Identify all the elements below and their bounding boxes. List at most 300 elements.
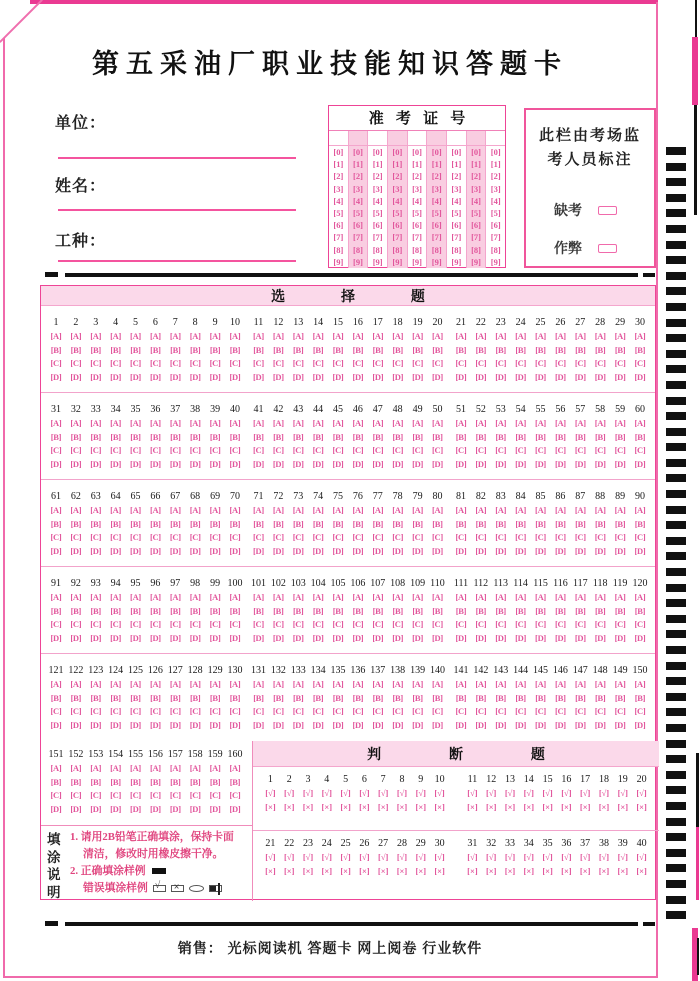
ticket-digit-bubble[interactable]: [8] xyxy=(392,244,403,255)
answer-bubble[interactable]: [C] xyxy=(50,790,62,800)
answer-bubble[interactable]: [C] xyxy=(574,706,586,716)
answer-bubble[interactable]: [A] xyxy=(130,592,141,602)
answer-bubble[interactable]: [B] xyxy=(170,692,181,703)
answer-bubble[interactable]: [A] xyxy=(130,679,141,689)
answer-bubble[interactable]: [C] xyxy=(130,532,141,542)
ticket-digit-bubble[interactable]: [0] xyxy=(372,147,383,157)
answer-bubble[interactable]: [C] xyxy=(495,445,507,455)
answer-bubble[interactable]: [D] xyxy=(412,371,424,382)
answer-bubble[interactable]: [√] xyxy=(415,788,426,798)
answer-bubble[interactable]: [D] xyxy=(574,545,586,556)
answer-bubble[interactable]: [A] xyxy=(149,505,161,515)
answer-bubble[interactable]: [C] xyxy=(455,706,467,716)
answer-bubble[interactable]: [B] xyxy=(634,605,646,616)
answer-bubble[interactable]: [A] xyxy=(634,592,646,602)
answer-bubble[interactable]: [×] xyxy=(561,866,572,876)
ticket-digit-bubble[interactable]: [4] xyxy=(412,195,422,206)
answer-bubble[interactable]: [√] xyxy=(378,852,389,862)
answer-bubble[interactable]: [B] xyxy=(229,431,241,442)
answer-bubble[interactable]: [D] xyxy=(229,371,241,382)
answer-bubble[interactable]: [C] xyxy=(272,619,284,629)
answer-bubble[interactable]: [A] xyxy=(372,331,384,341)
answer-bubble[interactable]: [D] xyxy=(554,632,566,643)
answer-bubble[interactable]: [D] xyxy=(110,803,122,814)
answer-bubble[interactable]: [D] xyxy=(70,458,82,469)
ticket-digit-bubble[interactable]: [9] xyxy=(490,256,501,267)
answer-bubble[interactable]: [A] xyxy=(292,679,304,689)
answer-bubble[interactable]: [C] xyxy=(209,619,221,629)
answer-bubble[interactable]: [A] xyxy=(110,331,122,341)
ticket-digit-bubble[interactable]: [4] xyxy=(333,195,344,206)
ticket-digit-bubble[interactable]: [7] xyxy=(412,232,422,243)
answer-bubble[interactable]: [D] xyxy=(292,371,304,382)
answer-bubble[interactable]: [B] xyxy=(189,605,201,616)
answer-bubble[interactable]: [D] xyxy=(130,803,141,814)
answer-bubble[interactable]: [D] xyxy=(574,632,586,643)
answer-bubble[interactable]: [C] xyxy=(372,619,384,629)
answer-bubble[interactable]: [A] xyxy=(90,763,102,773)
answer-bubble[interactable]: [B] xyxy=(209,605,221,616)
answer-bubble[interactable]: [×] xyxy=(415,802,427,812)
answer-bubble[interactable]: [A] xyxy=(209,592,221,602)
answer-bubble[interactable]: [B] xyxy=(312,605,324,616)
answer-bubble[interactable]: [A] xyxy=(209,505,221,515)
answer-bubble[interactable]: [√] xyxy=(467,788,478,798)
answer-bubble[interactable]: [×] xyxy=(579,866,591,876)
answer-bubble[interactable]: [C] xyxy=(90,706,102,716)
answer-bubble[interactable]: [D] xyxy=(535,458,546,469)
answer-bubble[interactable]: [D] xyxy=(372,545,384,556)
answer-bubble[interactable]: [B] xyxy=(229,605,241,616)
answer-bubble[interactable]: [B] xyxy=(555,431,566,442)
ticket-digit-bubble[interactable]: [1] xyxy=(451,159,462,170)
answer-bubble[interactable]: [A] xyxy=(90,505,102,515)
answer-bubble[interactable]: [A] xyxy=(432,331,443,341)
answer-bubble[interactable]: [×] xyxy=(396,802,408,812)
answer-bubble[interactable]: [×] xyxy=(340,866,351,876)
answer-bubble[interactable]: [B] xyxy=(209,344,221,355)
answer-bubble[interactable]: [D] xyxy=(352,458,364,469)
answer-bubble[interactable]: [√] xyxy=(504,788,516,798)
answer-bubble[interactable]: [A] xyxy=(332,331,344,341)
answer-bubble[interactable]: [C] xyxy=(574,532,586,542)
answer-bubble[interactable]: [A] xyxy=(515,505,527,515)
answer-bubble[interactable]: [C] xyxy=(252,358,264,368)
answer-bubble[interactable]: [B] xyxy=(189,431,201,442)
answer-bubble[interactable]: [A] xyxy=(614,331,626,341)
answer-bubble[interactable]: [A] xyxy=(312,592,324,602)
answer-bubble[interactable]: [B] xyxy=(110,344,121,355)
answer-bubble[interactable]: [D] xyxy=(272,719,284,730)
answer-bubble[interactable]: [C] xyxy=(209,358,221,368)
answer-bubble[interactable]: [×] xyxy=(561,802,572,812)
answer-bubble[interactable]: [C] xyxy=(412,358,424,368)
answer-bubble[interactable]: [B] xyxy=(110,692,121,703)
ticket-digit-bubble[interactable]: [0] xyxy=(490,147,501,157)
ticket-digit-bubble[interactable]: [3] xyxy=(471,183,481,194)
answer-bubble[interactable]: [D] xyxy=(554,458,566,469)
answer-bubble[interactable]: [A] xyxy=(149,331,161,341)
answer-bubble[interactable]: [C] xyxy=(352,445,364,455)
answer-bubble[interactable]: [√] xyxy=(542,852,553,862)
answer-bubble[interactable]: [B] xyxy=(130,344,141,355)
answer-bubble[interactable]: [C] xyxy=(515,619,527,629)
answer-bubble[interactable]: [B] xyxy=(50,605,62,616)
answer-bubble[interactable]: [D] xyxy=(130,371,141,382)
answer-bubble[interactable]: [A] xyxy=(312,505,324,515)
answer-bubble[interactable]: [C] xyxy=(634,619,646,629)
ticket-digit-bubble[interactable]: [4] xyxy=(372,195,383,206)
answer-bubble[interactable]: [D] xyxy=(495,458,507,469)
answer-bubble[interactable]: [A] xyxy=(169,679,181,689)
answer-bubble[interactable]: [×] xyxy=(485,802,497,812)
answer-bubble[interactable]: [√] xyxy=(467,852,478,862)
answer-bubble[interactable]: [D] xyxy=(634,632,646,643)
answer-bubble[interactable]: [D] xyxy=(495,545,507,556)
answer-bubble[interactable]: [B] xyxy=(253,692,264,703)
answer-bubble[interactable]: [B] xyxy=(209,431,221,442)
answer-bubble[interactable]: [B] xyxy=(352,431,364,442)
ticket-digit-bubble[interactable]: [4] xyxy=(353,195,363,206)
answer-bubble[interactable]: [C] xyxy=(535,358,546,368)
answer-bubble[interactable]: [D] xyxy=(475,458,487,469)
answer-bubble[interactable]: [A] xyxy=(209,331,221,341)
answer-bubble[interactable]: [D] xyxy=(229,632,241,643)
answer-bubble[interactable]: [A] xyxy=(554,331,566,341)
answer-bubble[interactable]: [D] xyxy=(229,719,241,730)
answer-bubble[interactable]: [D] xyxy=(272,458,284,469)
ticket-write-cell[interactable] xyxy=(447,131,466,146)
answer-bubble[interactable]: [D] xyxy=(535,371,546,382)
answer-bubble[interactable]: [C] xyxy=(110,790,122,800)
answer-bubble[interactable]: [C] xyxy=(574,619,586,629)
answer-bubble[interactable]: [D] xyxy=(455,632,467,643)
answer-bubble[interactable]: [C] xyxy=(229,619,241,629)
answer-bubble[interactable]: [C] xyxy=(229,790,241,800)
answer-bubble[interactable]: [B] xyxy=(90,344,101,355)
answer-bubble[interactable]: [D] xyxy=(574,371,586,382)
answer-bubble[interactable]: [C] xyxy=(475,706,487,716)
ticket-write-cell[interactable] xyxy=(388,131,407,146)
answer-bubble[interactable]: [A] xyxy=(352,418,364,428)
answer-bubble[interactable]: [C] xyxy=(189,445,201,455)
ticket-digit-bubble[interactable]: [9] xyxy=(353,256,363,267)
answer-bubble[interactable]: [C] xyxy=(50,619,62,629)
answer-bubble[interactable]: [B] xyxy=(515,518,526,529)
answer-bubble[interactable]: [A] xyxy=(594,331,606,341)
answer-bubble[interactable]: [C] xyxy=(130,358,141,368)
answer-bubble[interactable]: [A] xyxy=(70,592,82,602)
answer-bubble[interactable]: [B] xyxy=(90,776,101,787)
answer-bubble[interactable]: [C] xyxy=(332,445,344,455)
answer-bubble[interactable]: [A] xyxy=(229,679,241,689)
answer-bubble[interactable]: [C] xyxy=(332,532,344,542)
answer-bubble[interactable]: [√] xyxy=(265,788,276,798)
answer-bubble[interactable]: [B] xyxy=(412,605,423,616)
answer-bubble[interactable]: [B] xyxy=(150,692,161,703)
answer-bubble[interactable]: [B] xyxy=(535,518,546,529)
answer-bubble[interactable]: [A] xyxy=(455,331,467,341)
ticket-write-cell[interactable] xyxy=(427,131,446,146)
answer-bubble[interactable]: [A] xyxy=(455,679,467,689)
answer-bubble[interactable]: [C] xyxy=(432,358,443,368)
ticket-digit-bubble[interactable]: [1] xyxy=(490,159,501,170)
ticket-digit-bubble[interactable]: [0] xyxy=(333,147,344,157)
answer-bubble[interactable]: [B] xyxy=(392,692,403,703)
answer-bubble[interactable]: [D] xyxy=(209,371,221,382)
ticket-digit-bubble[interactable]: [7] xyxy=(471,232,481,243)
answer-bubble[interactable]: [D] xyxy=(412,632,424,643)
answer-bubble[interactable]: [A] xyxy=(574,592,586,602)
answer-bubble[interactable]: [B] xyxy=(614,692,626,703)
answer-bubble[interactable]: [B] xyxy=(273,692,284,703)
answer-bubble[interactable]: [C] xyxy=(229,532,241,542)
ticket-digit-bubble[interactable]: [6] xyxy=(353,220,363,231)
answer-bubble[interactable]: [D] xyxy=(332,719,344,730)
ticket-digit-bubble[interactable]: [5] xyxy=(392,208,403,219)
answer-bubble[interactable]: [D] xyxy=(495,371,507,382)
answer-bubble[interactable]: [D] xyxy=(50,545,62,556)
answer-bubble[interactable]: [B] xyxy=(392,344,403,355)
answer-bubble[interactable]: [C] xyxy=(332,358,344,368)
answer-bubble[interactable]: [C] xyxy=(594,445,606,455)
answer-bubble[interactable]: [√] xyxy=(434,788,445,798)
ticket-digit-bubble[interactable]: [2] xyxy=(372,171,383,182)
answer-bubble[interactable]: [√] xyxy=(321,852,332,862)
answer-bubble[interactable]: [A] xyxy=(169,331,181,341)
ticket-digit-bubble[interactable]: [9] xyxy=(431,256,442,267)
answer-bubble[interactable]: [B] xyxy=(614,431,626,442)
answer-bubble[interactable]: [B] xyxy=(372,518,383,529)
answer-bubble[interactable]: [C] xyxy=(229,445,241,455)
answer-bubble[interactable]: [×] xyxy=(265,802,276,812)
answer-bubble[interactable]: [D] xyxy=(209,719,221,730)
answer-bubble[interactable]: [C] xyxy=(90,445,102,455)
answer-bubble[interactable]: [B] xyxy=(130,518,141,529)
answer-bubble[interactable]: [C] xyxy=(209,790,221,800)
answer-bubble[interactable]: [C] xyxy=(90,532,102,542)
ticket-digit-bubble[interactable]: [2] xyxy=(431,171,442,182)
answer-bubble[interactable]: [B] xyxy=(50,692,62,703)
answer-bubble[interactable]: [A] xyxy=(392,679,404,689)
answer-bubble[interactable]: [D] xyxy=(130,458,141,469)
answer-bubble[interactable]: [C] xyxy=(272,445,284,455)
answer-bubble[interactable]: [D] xyxy=(392,458,404,469)
answer-bubble[interactable]: [D] xyxy=(149,545,161,556)
answer-bubble[interactable]: [√] xyxy=(265,852,276,862)
answer-bubble[interactable]: [B] xyxy=(475,344,487,355)
ticket-digit-bubble[interactable]: [6] xyxy=(451,220,462,231)
answer-bubble[interactable]: [B] xyxy=(332,692,344,703)
answer-bubble[interactable]: [D] xyxy=(229,803,241,814)
answer-bubble[interactable]: [B] xyxy=(392,518,403,529)
answer-bubble[interactable]: [A] xyxy=(312,418,324,428)
answer-bubble[interactable]: [D] xyxy=(594,719,606,730)
answer-bubble[interactable]: [C] xyxy=(614,445,626,455)
answer-bubble[interactable]: [C] xyxy=(149,445,161,455)
answer-bubble[interactable]: [×] xyxy=(598,866,610,876)
answer-bubble[interactable]: [D] xyxy=(110,458,122,469)
answer-bubble[interactable]: [B] xyxy=(70,605,82,616)
answer-bubble[interactable]: [D] xyxy=(189,458,201,469)
answer-bubble[interactable]: [A] xyxy=(292,592,304,602)
answer-bubble[interactable]: [D] xyxy=(272,371,284,382)
answer-bubble[interactable]: [D] xyxy=(495,632,507,643)
ticket-digit-bubble[interactable]: [2] xyxy=(353,171,363,182)
answer-bubble[interactable]: [A] xyxy=(70,331,82,341)
answer-bubble[interactable]: [A] xyxy=(110,418,122,428)
answer-bubble[interactable]: [√] xyxy=(486,852,497,862)
answer-bubble[interactable]: [A] xyxy=(515,331,527,341)
answer-bubble[interactable]: [D] xyxy=(515,371,527,382)
answer-bubble[interactable]: [D] xyxy=(110,719,122,730)
answer-bubble[interactable]: [B] xyxy=(455,431,467,442)
answer-bubble[interactable]: [×] xyxy=(415,866,427,876)
answer-bubble[interactable]: [×] xyxy=(283,802,295,812)
answer-bubble[interactable]: [C] xyxy=(614,358,626,368)
answer-bubble[interactable]: [B] xyxy=(495,518,506,529)
answer-bubble[interactable]: [A] xyxy=(130,505,141,515)
answer-bubble[interactable]: [C] xyxy=(252,619,264,629)
answer-bubble[interactable]: [C] xyxy=(70,706,82,716)
ticket-digit-bubble[interactable]: [1] xyxy=(471,159,481,170)
answer-bubble[interactable]: [B] xyxy=(189,518,201,529)
answer-bubble[interactable]: [B] xyxy=(495,605,506,616)
answer-bubble[interactable]: [D] xyxy=(495,719,507,730)
answer-bubble[interactable]: [C] xyxy=(614,706,626,716)
ticket-digit-bubble[interactable]: [6] xyxy=(333,220,344,231)
answer-bubble[interactable]: [A] xyxy=(495,505,507,515)
answer-bubble[interactable]: [C] xyxy=(594,706,606,716)
ticket-digit-bubble[interactable]: [4] xyxy=(451,195,462,206)
answer-bubble[interactable]: [A] xyxy=(392,505,404,515)
answer-bubble[interactable]: [D] xyxy=(189,803,201,814)
answer-bubble[interactable]: [D] xyxy=(594,545,606,556)
ticket-digit-bubble[interactable]: [8] xyxy=(412,244,422,255)
answer-bubble[interactable]: [D] xyxy=(634,719,646,730)
answer-bubble[interactable]: [D] xyxy=(229,458,241,469)
answer-bubble[interactable]: [B] xyxy=(455,518,467,529)
answer-bubble[interactable]: [B] xyxy=(110,431,121,442)
ticket-digit-bubble[interactable]: [0] xyxy=(431,147,442,157)
answer-bubble[interactable]: [A] xyxy=(50,331,62,341)
answer-bubble[interactable]: [B] xyxy=(392,605,403,616)
ticket-digit-bubble[interactable]: [8] xyxy=(333,244,344,255)
answer-bubble[interactable]: [B] xyxy=(455,692,467,703)
answer-bubble[interactable]: [A] xyxy=(252,505,264,515)
answer-bubble[interactable]: [A] xyxy=(412,505,424,515)
ticket-write-cell[interactable] xyxy=(408,131,427,146)
ticket-digit-bubble[interactable]: [9] xyxy=(333,256,344,267)
ticket-digit-bubble[interactable]: [1] xyxy=(431,159,442,170)
ticket-digit-bubble[interactable]: [8] xyxy=(353,244,363,255)
ticket-digit-bubble[interactable]: [9] xyxy=(471,256,481,267)
answer-bubble[interactable]: [C] xyxy=(189,358,201,368)
answer-bubble[interactable]: [C] xyxy=(432,619,443,629)
answer-bubble[interactable]: [A] xyxy=(90,592,102,602)
answer-bubble[interactable]: [A] xyxy=(495,679,507,689)
answer-bubble[interactable]: [A] xyxy=(229,592,241,602)
answer-bubble[interactable]: [C] xyxy=(475,445,487,455)
answer-bubble[interactable]: [B] xyxy=(634,344,646,355)
answer-bubble[interactable]: [B] xyxy=(293,344,304,355)
answer-bubble[interactable]: [D] xyxy=(189,632,201,643)
ticket-digit-bubble[interactable]: [6] xyxy=(372,220,383,231)
cheating-checkbox[interactable] xyxy=(598,244,617,253)
answer-bubble[interactable]: [B] xyxy=(594,605,606,616)
answer-bubble[interactable]: [A] xyxy=(272,505,284,515)
ticket-write-cell[interactable] xyxy=(467,131,486,146)
answer-bubble[interactable]: [D] xyxy=(90,803,102,814)
answer-bubble[interactable]: [D] xyxy=(352,719,364,730)
answer-bubble[interactable]: [×] xyxy=(504,802,516,812)
answer-bubble[interactable]: [B] xyxy=(555,605,566,616)
answer-bubble[interactable]: [D] xyxy=(392,545,404,556)
answer-bubble[interactable]: [C] xyxy=(70,532,82,542)
answer-bubble[interactable]: [A] xyxy=(169,763,181,773)
answer-bubble[interactable]: [B] xyxy=(209,776,221,787)
answer-bubble[interactable]: [B] xyxy=(392,431,403,442)
answer-bubble[interactable]: [A] xyxy=(149,679,161,689)
ticket-digit-bubble[interactable]: [2] xyxy=(333,171,344,182)
name-field-input[interactable] xyxy=(58,209,296,211)
answer-bubble[interactable]: [B] xyxy=(189,692,201,703)
answer-bubble[interactable]: [D] xyxy=(312,545,324,556)
answer-bubble[interactable]: [C] xyxy=(352,706,364,716)
answer-bubble[interactable]: [D] xyxy=(312,632,324,643)
answer-bubble[interactable]: [D] xyxy=(392,632,404,643)
answer-bubble[interactable]: [A] xyxy=(594,418,606,428)
answer-bubble[interactable]: [A] xyxy=(594,505,606,515)
answer-bubble[interactable]: [B] xyxy=(150,431,161,442)
answer-bubble[interactable]: [C] xyxy=(70,619,82,629)
answer-bubble[interactable]: [B] xyxy=(515,692,526,703)
ticket-digit-bubble[interactable]: [6] xyxy=(412,220,422,231)
answer-bubble[interactable]: [A] xyxy=(110,592,122,602)
answer-bubble[interactable]: [A] xyxy=(189,592,201,602)
answer-bubble[interactable]: [B] xyxy=(412,692,423,703)
answer-bubble[interactable]: [A] xyxy=(70,763,82,773)
answer-bubble[interactable]: [C] xyxy=(169,619,181,629)
answer-bubble[interactable]: [B] xyxy=(555,518,566,529)
answer-bubble[interactable]: [√] xyxy=(486,788,497,798)
answer-bubble[interactable]: [C] xyxy=(149,619,161,629)
ticket-digit-bubble[interactable]: [3] xyxy=(333,183,344,194)
answer-bubble[interactable]: [C] xyxy=(252,445,264,455)
answer-bubble[interactable]: [B] xyxy=(70,776,82,787)
answer-bubble[interactable]: [B] xyxy=(495,431,506,442)
ticket-digit-bubble[interactable]: [9] xyxy=(451,256,462,267)
answer-bubble[interactable]: [B] xyxy=(575,431,586,442)
answer-bubble[interactable]: [D] xyxy=(614,632,626,643)
answer-bubble[interactable]: [A] xyxy=(412,592,424,602)
answer-bubble[interactable]: [D] xyxy=(412,719,424,730)
answer-bubble[interactable]: [√] xyxy=(542,788,553,798)
answer-bubble[interactable]: [A] xyxy=(209,763,221,773)
answer-bubble[interactable]: [B] xyxy=(90,605,101,616)
answer-bubble[interactable]: [D] xyxy=(149,458,161,469)
answer-bubble[interactable]: [D] xyxy=(332,371,344,382)
answer-bubble[interactable]: [B] xyxy=(372,431,383,442)
answer-bubble[interactable]: [A] xyxy=(535,418,546,428)
answer-bubble[interactable]: [A] xyxy=(475,331,487,341)
answer-bubble[interactable]: [D] xyxy=(110,545,122,556)
answer-bubble[interactable]: [B] xyxy=(273,431,284,442)
answer-bubble[interactable]: [A] xyxy=(189,505,201,515)
answer-bubble[interactable]: [C] xyxy=(495,358,507,368)
answer-bubble[interactable]: [A] xyxy=(50,763,62,773)
ticket-digit-bubble[interactable]: [0] xyxy=(412,147,422,157)
